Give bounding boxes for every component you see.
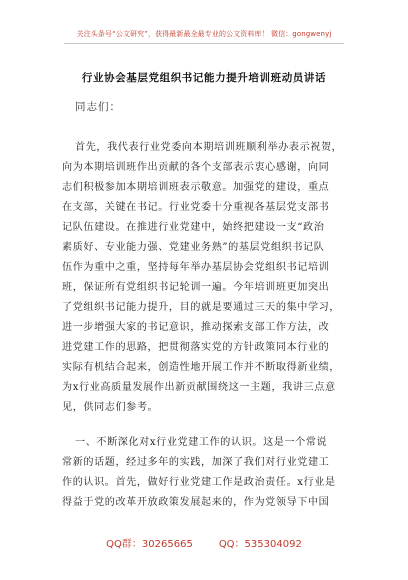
body-line: 班，保证所有党组织书记轮训一遍。今年培训班更加突出 — [62, 282, 330, 293]
body-line: 为x行业高质量发展作出新贡献围绕这一主题，我讲三点意 — [62, 382, 336, 393]
body-line: 进一步增强大家的书记意识，推动探索支部工作方法，改 — [62, 322, 330, 333]
body-line: 实际有机结合起来，创造性地开展工作并不断取得新业绩， — [62, 362, 341, 373]
body-line: 一、不断深化对x行业党建工作的认识。这是一个常说 — [75, 437, 328, 448]
salutation: 同志们： — [75, 101, 121, 113]
qq-number: QQ：535304092 — [218, 539, 302, 550]
body-line: 作的认识。首先，做好行业党建工作是政治责任。x行业是 — [62, 477, 336, 488]
footer-contact — [0, 535, 408, 550]
body-line: 首先，我代表行业党委向本期培训班顺利举办表示祝贺， — [75, 142, 343, 153]
document-title: 行业协会基层党组织书记能力提升培训班动员讲话 — [81, 72, 327, 84]
body-line: 志们积极参加本期培训班表示敬意。加强党的建设，重点 — [62, 182, 330, 193]
body-line: 伍作为重中之重，坚持每年举办基层协会党组织书记培训 — [62, 262, 330, 273]
qq-group-number: QQ群：30265665 — [106, 539, 193, 550]
body-line: 素质好、专业能力强、党建业务熟”的基层党组织书记队 — [62, 242, 325, 253]
body-line: 向为本期培训班作出贡献的各个支部表示衷心感谢，向同 — [62, 162, 330, 173]
body-line: 进党建工作的思路，把贯彻落实党的方针政策同本行业的 — [62, 342, 330, 353]
body-line: 得益于党的改革开放政策发展起来的，作为党领导下中国 — [62, 497, 330, 508]
body-line: 了党组织书记能力提升，目的就是要通过三天的集中学习， — [62, 302, 341, 313]
header-banner: 关注头条号“公文研究”，获得最新最全最专业的公文资料库！ 微信：gongwenyj — [76, 30, 332, 38]
body-line: 在支部，关键在书记。行业党委十分重视各基层党支部书 — [62, 202, 330, 213]
body-line: 常新的话题，经过多年的实践，加深了我们对行业党建工 — [62, 457, 330, 468]
body-line: 见，供同志们参考。 — [62, 402, 159, 413]
header-divider — [64, 43, 344, 44]
body-line: 记队伍建设。在推进行业党建中，始终把建设一支“政治 — [62, 222, 325, 233]
